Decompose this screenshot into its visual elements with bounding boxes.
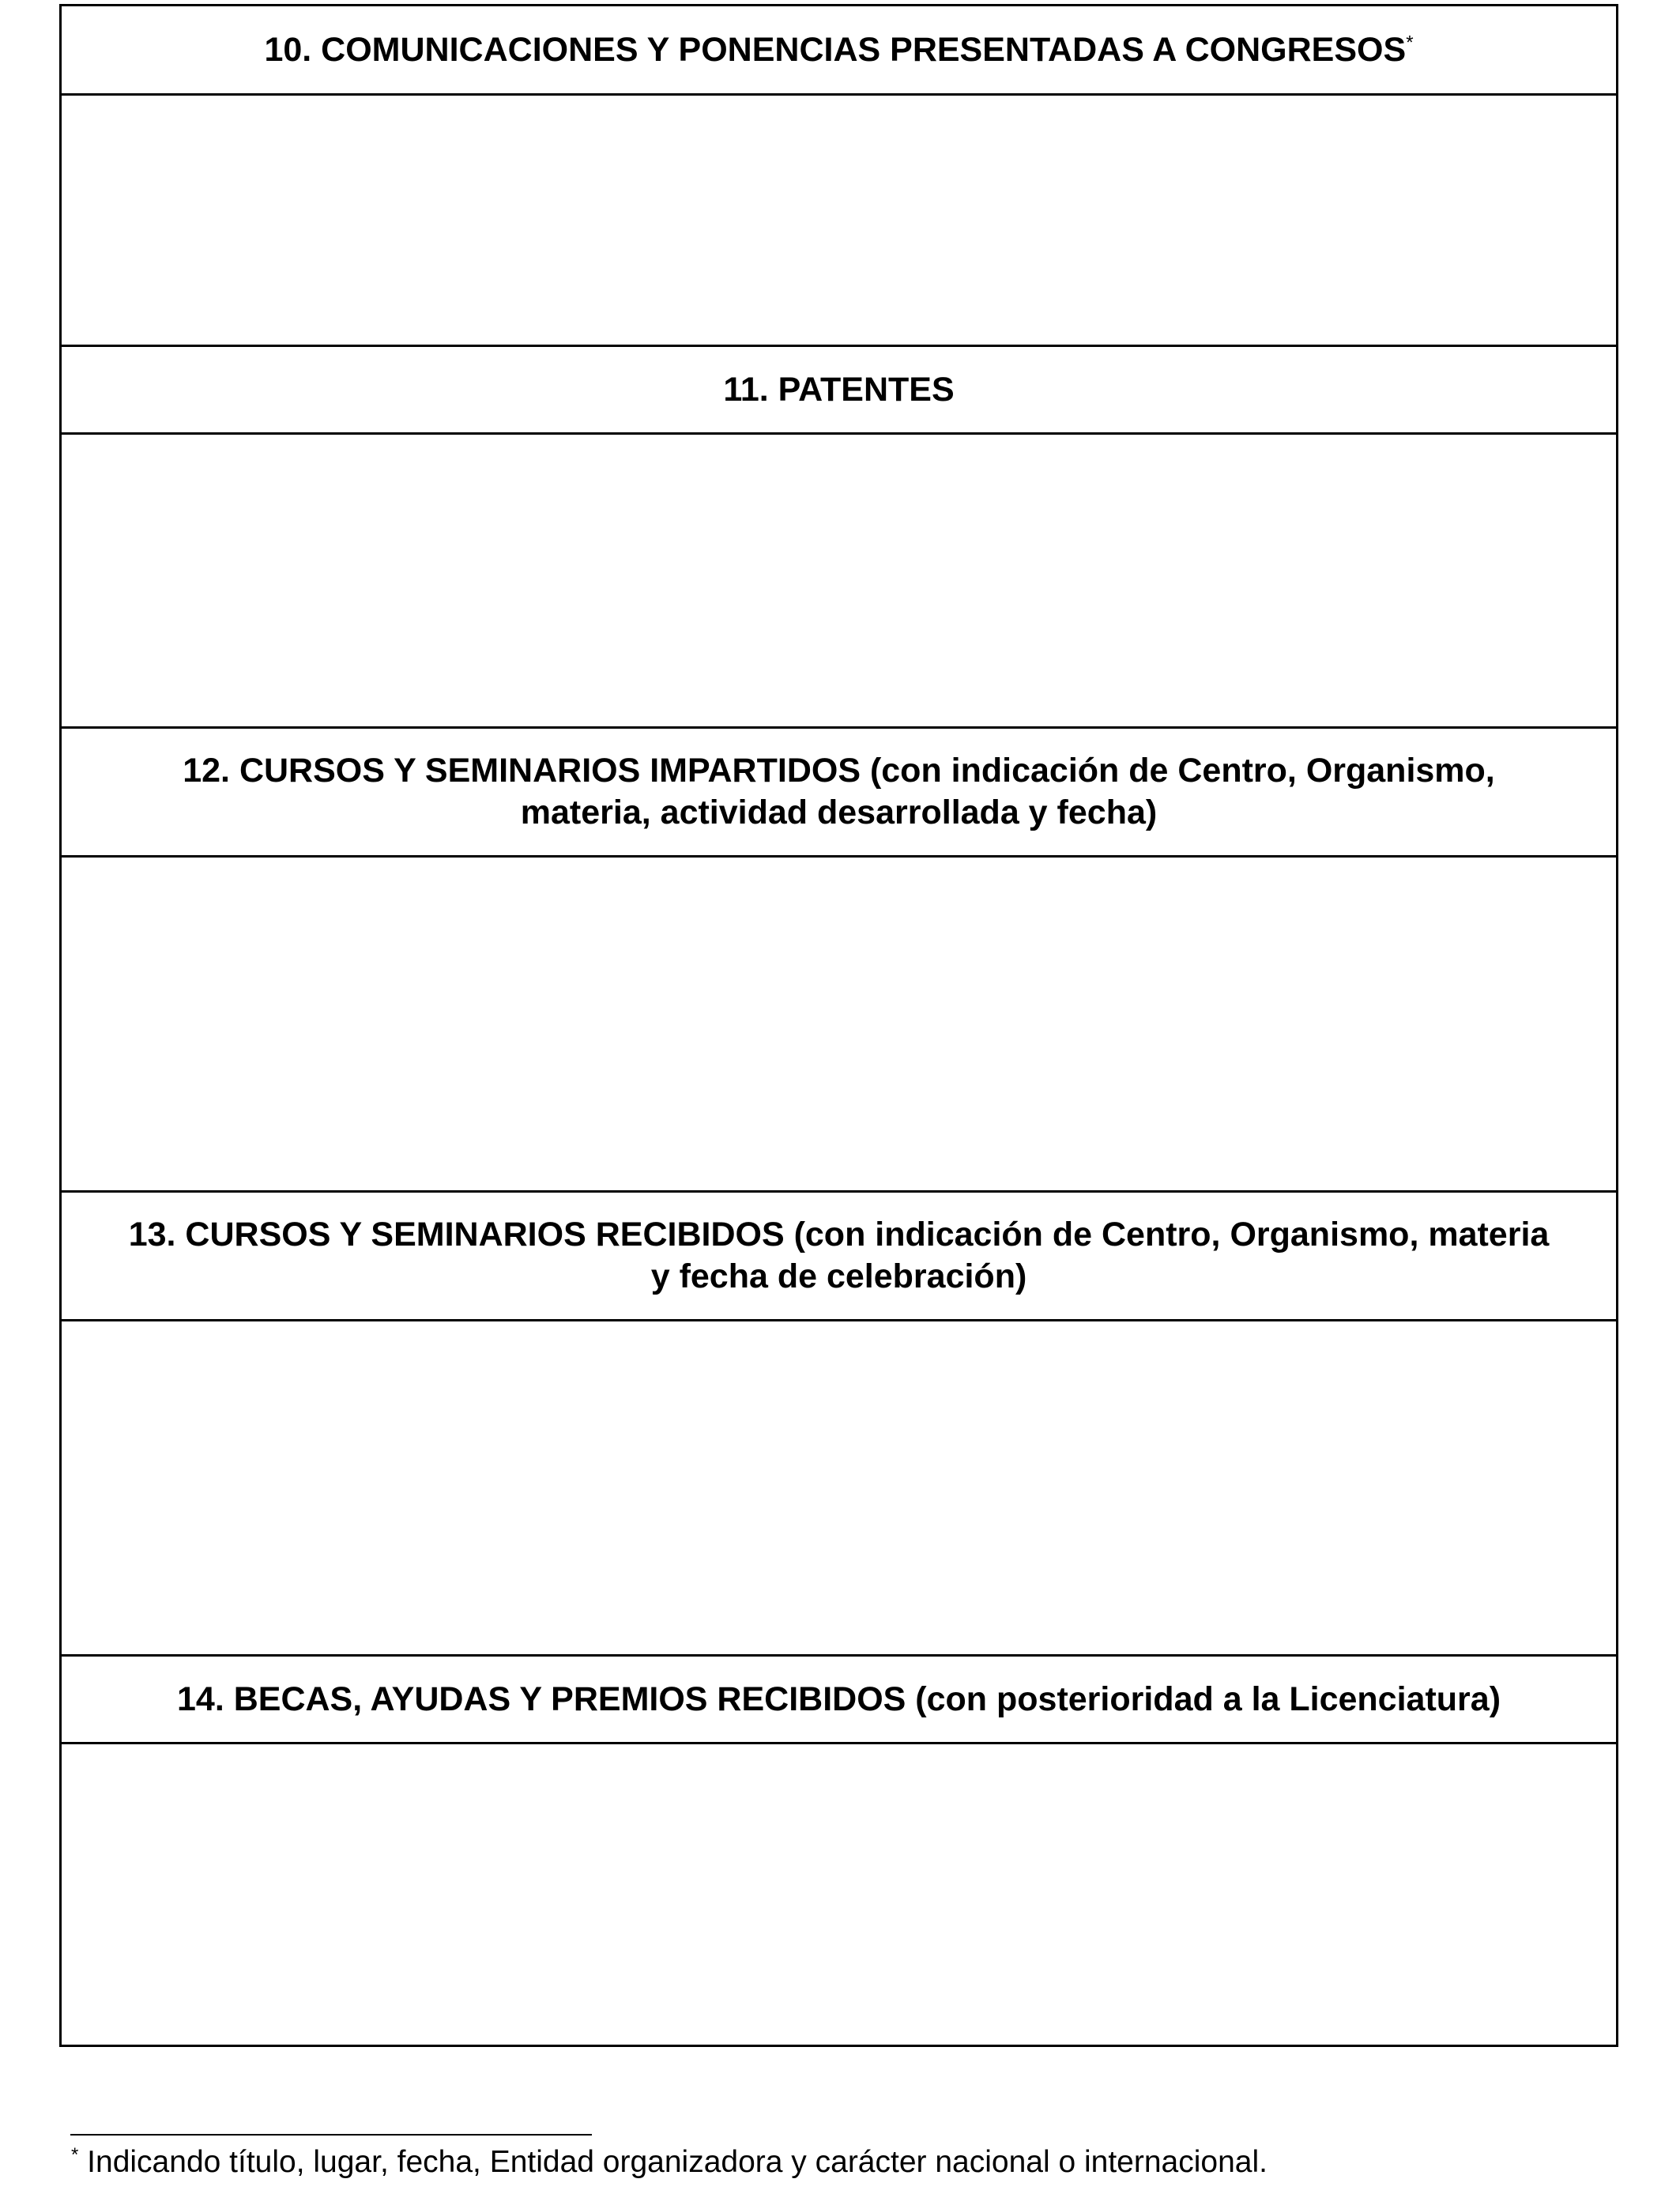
section-field-grants-awards[interactable] [62,1744,1616,2045]
footnote-divider [70,2134,592,2136]
section-grants-awards [62,1657,1616,2045]
section-field-patents[interactable] [62,435,1616,729]
section-title: 11. PATENTES [723,370,955,409]
section-header-patents [62,347,1616,435]
section-header-grants-awards [62,1657,1616,1744]
section-field-communications[interactable] [62,96,1616,347]
footnote-marker: * [1406,32,1414,54]
section-header-courses-received [62,1193,1616,1321]
section-header-courses-taught [62,729,1616,858]
footnote-marker: * [71,2144,79,2166]
section-courses-taught [62,729,1616,1193]
section-header-communications [62,6,1616,96]
section-title: 14. BECAS, AYUDAS Y PREMIOS RECIBIDOS (con posterioridad a la Licenciatura) [176,1679,1501,1718]
section-field-courses-received[interactable] [62,1321,1616,1657]
section-title: 12. CURSOS Y SEMINARIOS IMPARTIDOS (con indicación de Centro, Organismo, materia, actividad desarrollada y fecha) [183,752,1495,831]
footnote [71,2143,1268,2181]
cv-form-table [59,4,1618,2047]
section-title: 13. CURSOS Y SEMINARIOS RECIBIDOS (con indicación de Centro, Organismo, materia y fecha de celebración) [128,1216,1550,1295]
footnote-text: Indicando título, lugar, fecha, Entidad organizadora y carácter nacional o internacional. [78,2145,1268,2179]
section-patents [62,347,1616,729]
section-title: 10. COMUNICACIONES Y PONENCIAS PRESENTADAS A CONGRESOS* [264,30,1414,69]
section-courses-received [62,1193,1616,1657]
section-field-courses-taught[interactable] [62,858,1616,1193]
section-communications [62,6,1616,347]
